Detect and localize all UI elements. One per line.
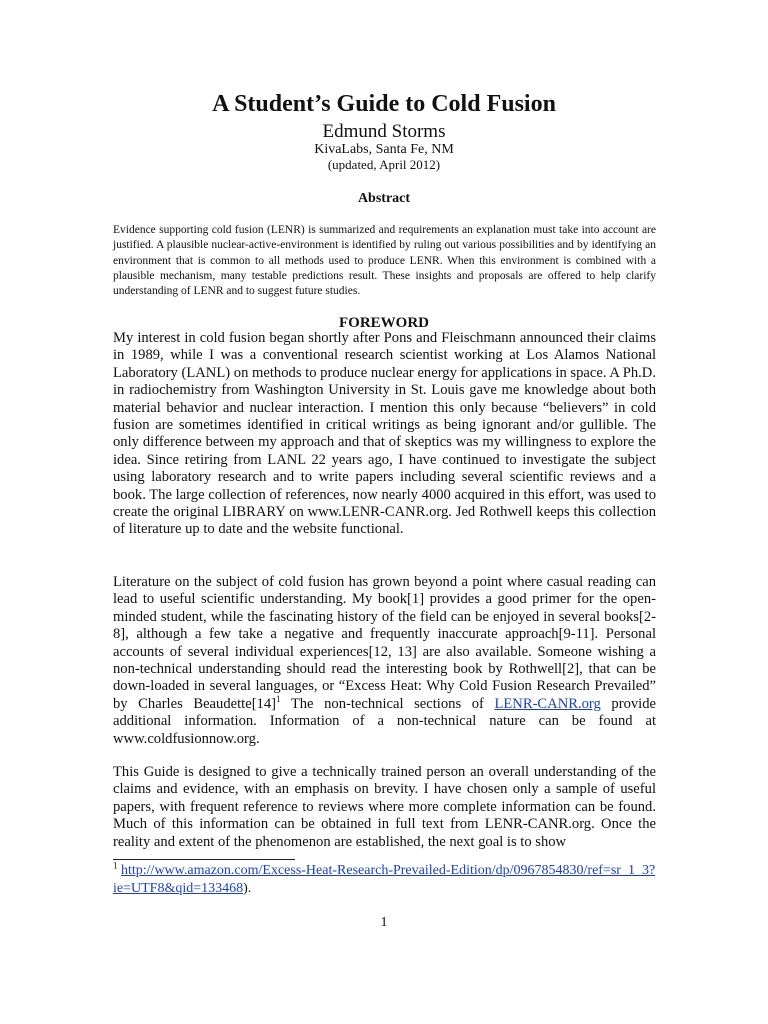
footnote (113, 862, 656, 897)
footnote-marker: 1 (113, 860, 118, 871)
foreword-heading: FOREWORD (339, 315, 429, 331)
abstract-heading: Abstract (357, 191, 411, 206)
paragraph-2-text-a: Literature on the subject of cold fusion has grown beyond a point where casual reading can lead to useful scientific understanding. My book[1] provides a good primer for the open-minded student, while the fascinating history of the field can be enjoyed in several books[2-8], although a few take a negative and frequently inaccurate approach[9-11]. Personal accounts of several individual experiences[12, 13] are also available. Someone wishing a non-technical understanding should read the interesting book by Rothwell[2], that can be down-loaded in several languages, or “Excess Heat: Why Cold Fusion Research Prevailed” by Charles Beaudette[14] (113, 574, 656, 712)
foreword-paragraph-2 (113, 574, 656, 748)
affiliation: KivaLabs, Santa Fe, NM (314, 142, 454, 157)
foreword-paragraph-3: This Guide is designed to give a technically trained person an overall understanding of the claims and evidence, with an emphasis on brevity. I have chosen only a sample of useful papers, with frequent reference to reviews where more complete information can be found. Much of this information can be obtained in full text from LENR-CANR.org. Once the reality and extent of the phenomenon are established, the next goal is to show (113, 764, 656, 850)
author-name: Edmund Storms (322, 121, 446, 142)
page-number: 1 (380, 915, 388, 930)
paragraph-2-text-b: The non-technical sections of (280, 695, 495, 712)
abstract-text: Evidence supporting cold fusion (LENR) is summarized and requirements an explanation must take into account are justified. A plausible nuclear-active-environment is identified by ruling out various possibilities and by identifying an environment that is common to all methods used to produce LENR. When this environment is combined with a plausible mechanism, many testable predictions result. These insights and proposals are offered to help clarify understanding of LENR and to suggest future studies. (113, 224, 656, 298)
foreword-paragraph-1: My interest in cold fusion began shortly after Pons and Fleischmann announced their claims in 1989, while I was a conventional research scientist working at Los Alamos National Laboratory (LANL) on methods to produce nuclear energy for applications in space. A Ph.D. in radiochemistry from Washington University in St. Louis gave me knowledge about both material behavior and nuclear interaction. I mention this only because “believers” in cold fusion are sometimes identified in critical writings as being ignorant and/or gullible. The only difference between my approach and that of skeptics was my willingness to explore the idea. Since retiring from LANL 22 years ago, I have continued to investigate the subject using laboratory research and to write papers including several scientific reviews and a book. The large collection of references, now nearly 4000 acquired in this effort, was used to create the original LIBRARY on www.LENR-CANR.org. Jed Rothwell keeps this collection of literature up to date and the website functional. (113, 330, 656, 538)
updated-date: (updated, April 2012) (327, 157, 441, 172)
paper-title: A Student’s Guide to Cold Fusion (212, 91, 556, 117)
paragraph-2-text-c: provide additional information. Information of a non-technical nature can be found at www.coldfusionnow.org. (113, 695, 656, 747)
amazon-link[interactable]: http://www.amazon.com/Excess-Heat-Research-Prevailed-Edition/dp/0967854830/ref=sr_1_3?ie=UTF8&qid=133468 (113, 863, 656, 896)
footnote-tail: ). (243, 880, 252, 896)
lenr-canr-link[interactable]: LENR-CANR.org (494, 695, 601, 712)
footnote-ref: 1 (276, 693, 281, 704)
footnote-divider (113, 859, 295, 860)
